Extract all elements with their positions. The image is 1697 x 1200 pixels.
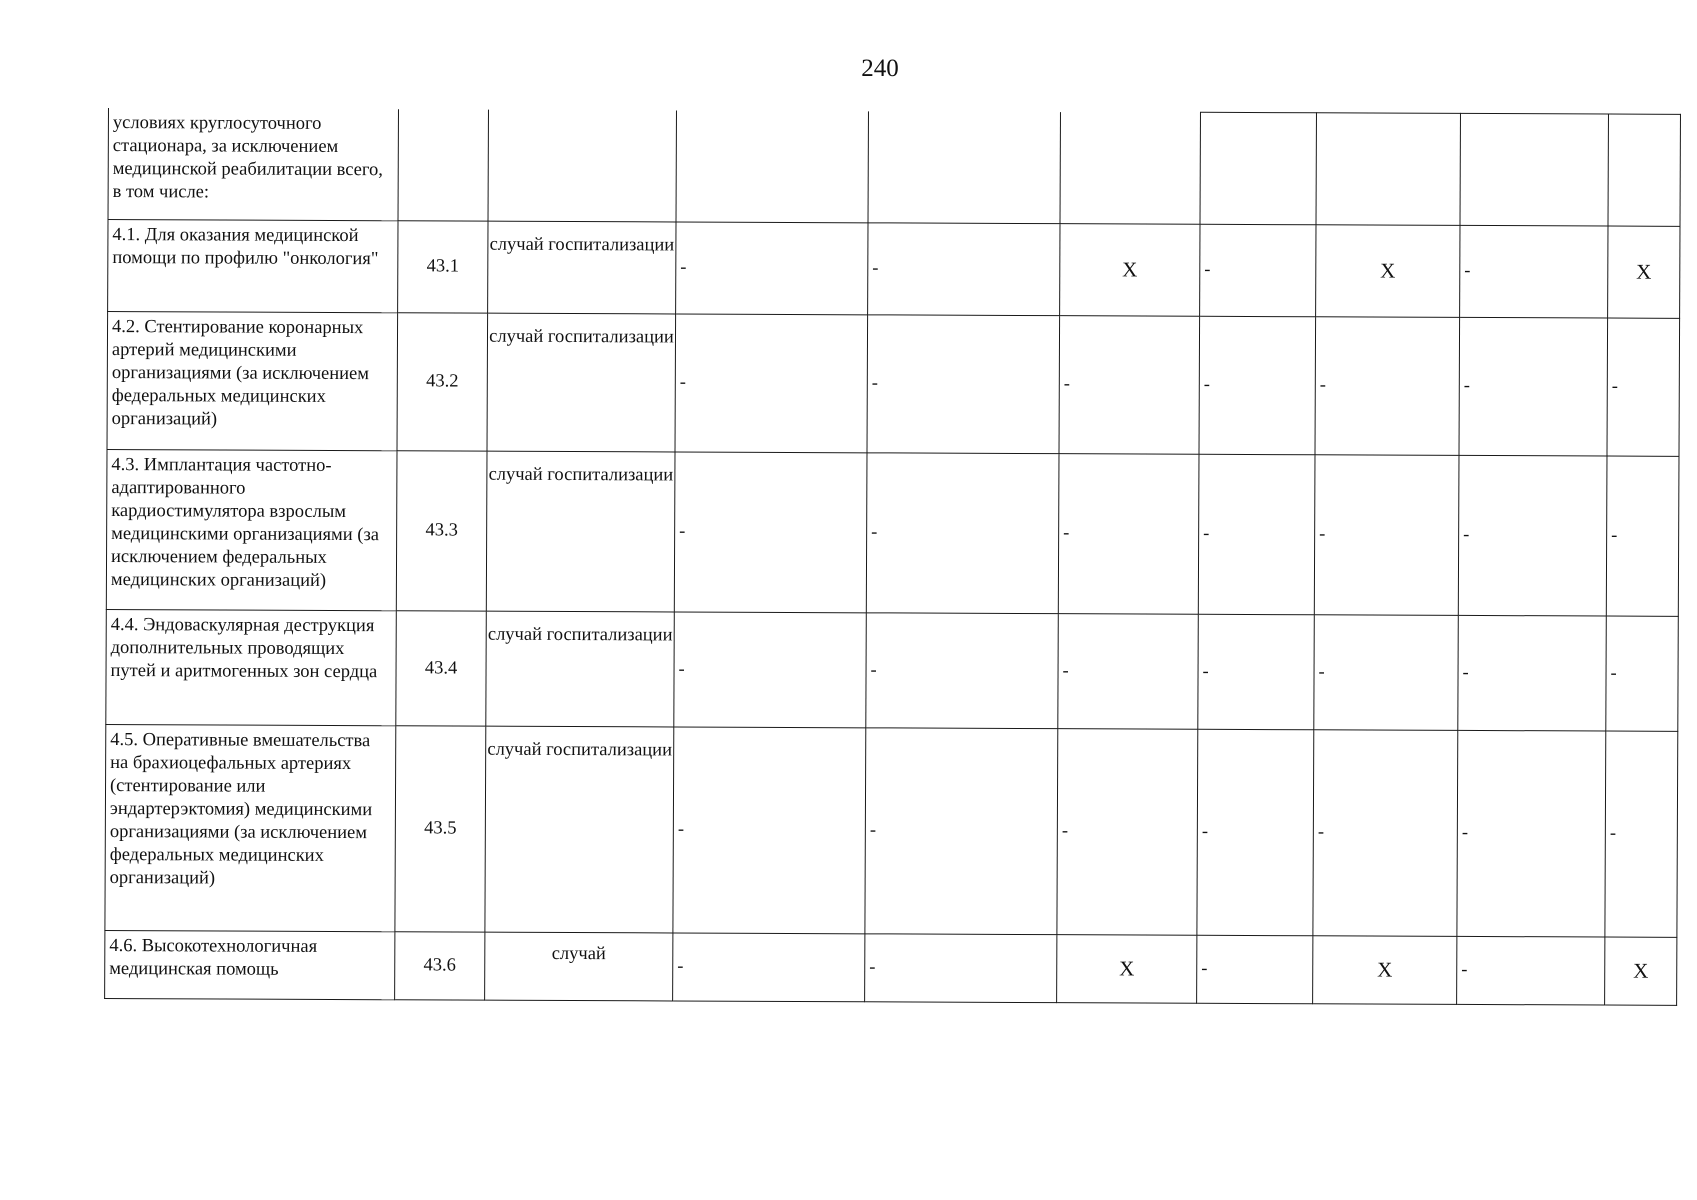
value-cell: - bbox=[1458, 615, 1607, 731]
row-name: 4.3. Имплантация частотно-адаптированного кардиостимулятора взрослым медицинскими организациями (за исключением федеральных медицинских организаций) bbox=[106, 449, 397, 610]
value-cell: - bbox=[1314, 455, 1459, 616]
table-row-continuation bbox=[108, 108, 1680, 227]
table-row bbox=[106, 449, 1679, 616]
row-unit: случай госпитализации bbox=[485, 726, 674, 933]
row-unit: случай госпитализации bbox=[488, 221, 676, 314]
empty-cell bbox=[1060, 112, 1200, 225]
value-cell: - bbox=[1313, 730, 1458, 937]
data-table bbox=[104, 107, 1681, 1006]
empty-cell bbox=[1460, 113, 1608, 226]
row-unit: случай bbox=[485, 932, 673, 1001]
value-cell: - bbox=[674, 612, 866, 728]
value-cell: - bbox=[1058, 454, 1199, 615]
row-unit: случай госпитализации bbox=[486, 611, 674, 727]
empty-cell bbox=[1608, 114, 1680, 226]
value-cell: - bbox=[1198, 454, 1315, 615]
table-wrapper bbox=[104, 107, 1681, 1006]
empty-cell bbox=[868, 111, 1060, 224]
row-unit: случай госпитализации bbox=[487, 313, 676, 452]
value-cell: - bbox=[1459, 317, 1608, 456]
value-cell: - bbox=[1198, 614, 1315, 730]
value-cell: - bbox=[1457, 936, 1605, 1005]
value-cell: - bbox=[868, 223, 1060, 316]
value-cell: - bbox=[675, 314, 868, 453]
row-name: 4.2. Стентирование коронарных артерий медицинскими организациями (за исключением федеральных медицинских организаций) bbox=[107, 312, 398, 451]
row-code: 43.5 bbox=[395, 726, 486, 932]
value-cell: - bbox=[1606, 616, 1679, 731]
row-code: 43.6 bbox=[395, 932, 485, 1000]
row-code: 43.2 bbox=[397, 313, 488, 451]
row-name: 4.5. Оперативные вмешательства на брахиоцефальных артериях (стентирование или эндартерэктомия) медицинскими организациями (за исключением федеральных медицинских организаций) bbox=[105, 724, 396, 931]
value-cell: - bbox=[1457, 730, 1606, 937]
continuation-text-cell: условиях круглосуточного стационара, за исключением медицинской реабилитации всего, в том числе: bbox=[108, 108, 398, 221]
value-cell: - bbox=[1199, 316, 1316, 455]
value-cell: - bbox=[866, 453, 1059, 614]
value-cell: - bbox=[1458, 455, 1607, 616]
empty-cell bbox=[398, 109, 488, 221]
value-cell: - bbox=[673, 933, 865, 1002]
value-cell: - bbox=[1057, 729, 1198, 936]
row-code: 43.3 bbox=[396, 451, 487, 611]
value-cell: - bbox=[1200, 224, 1316, 317]
table-row bbox=[105, 930, 1677, 1005]
value-cell: - bbox=[1059, 316, 1200, 455]
value-cell: - bbox=[1314, 615, 1459, 731]
table-row bbox=[106, 609, 1678, 731]
empty-cell bbox=[1200, 112, 1316, 225]
value-cell: X bbox=[1608, 226, 1680, 318]
value-cell: - bbox=[1197, 729, 1314, 936]
row-code: 43.4 bbox=[396, 611, 487, 726]
value-cell: X bbox=[1060, 224, 1200, 317]
value-cell: - bbox=[676, 222, 868, 315]
table-row bbox=[105, 724, 1678, 937]
empty-cell bbox=[1316, 113, 1460, 226]
row-unit: случай госпитализации bbox=[486, 451, 675, 612]
empty-cell bbox=[488, 109, 676, 222]
value-cell: X bbox=[1313, 936, 1457, 1005]
value-cell: - bbox=[1607, 318, 1680, 456]
value-cell: - bbox=[865, 728, 1058, 935]
value-cell: - bbox=[674, 452, 867, 613]
row-code: 43.1 bbox=[398, 221, 488, 313]
table-row bbox=[108, 220, 1680, 319]
row-name: 4.4. Эндоваскулярная деструкция дополнительных проводящих путей и аритмогенных зон сердца bbox=[106, 609, 396, 725]
row-name: 4.6. Высокотехнологичная медицинская помощь bbox=[105, 930, 395, 999]
value-cell: - bbox=[1197, 935, 1313, 1004]
value-cell: X bbox=[1316, 225, 1460, 318]
value-cell: - bbox=[1606, 456, 1679, 616]
value-cell: - bbox=[865, 934, 1057, 1003]
value-cell: X bbox=[1605, 937, 1677, 1005]
table-row bbox=[107, 312, 1680, 457]
value-cell: - bbox=[867, 315, 1060, 454]
value-cell: X bbox=[1057, 935, 1197, 1004]
value-cell: - bbox=[673, 727, 866, 934]
empty-cell bbox=[676, 110, 868, 223]
value-cell: - bbox=[1460, 225, 1608, 318]
page-number: 240 bbox=[861, 55, 899, 82]
value-cell: - bbox=[866, 613, 1058, 729]
value-cell: - bbox=[1605, 731, 1678, 937]
value-cell: - bbox=[1315, 317, 1460, 456]
value-cell: - bbox=[1058, 614, 1199, 730]
row-name: 4.1. Для оказания медицинской помощи по профилю "онкология" bbox=[108, 220, 398, 313]
